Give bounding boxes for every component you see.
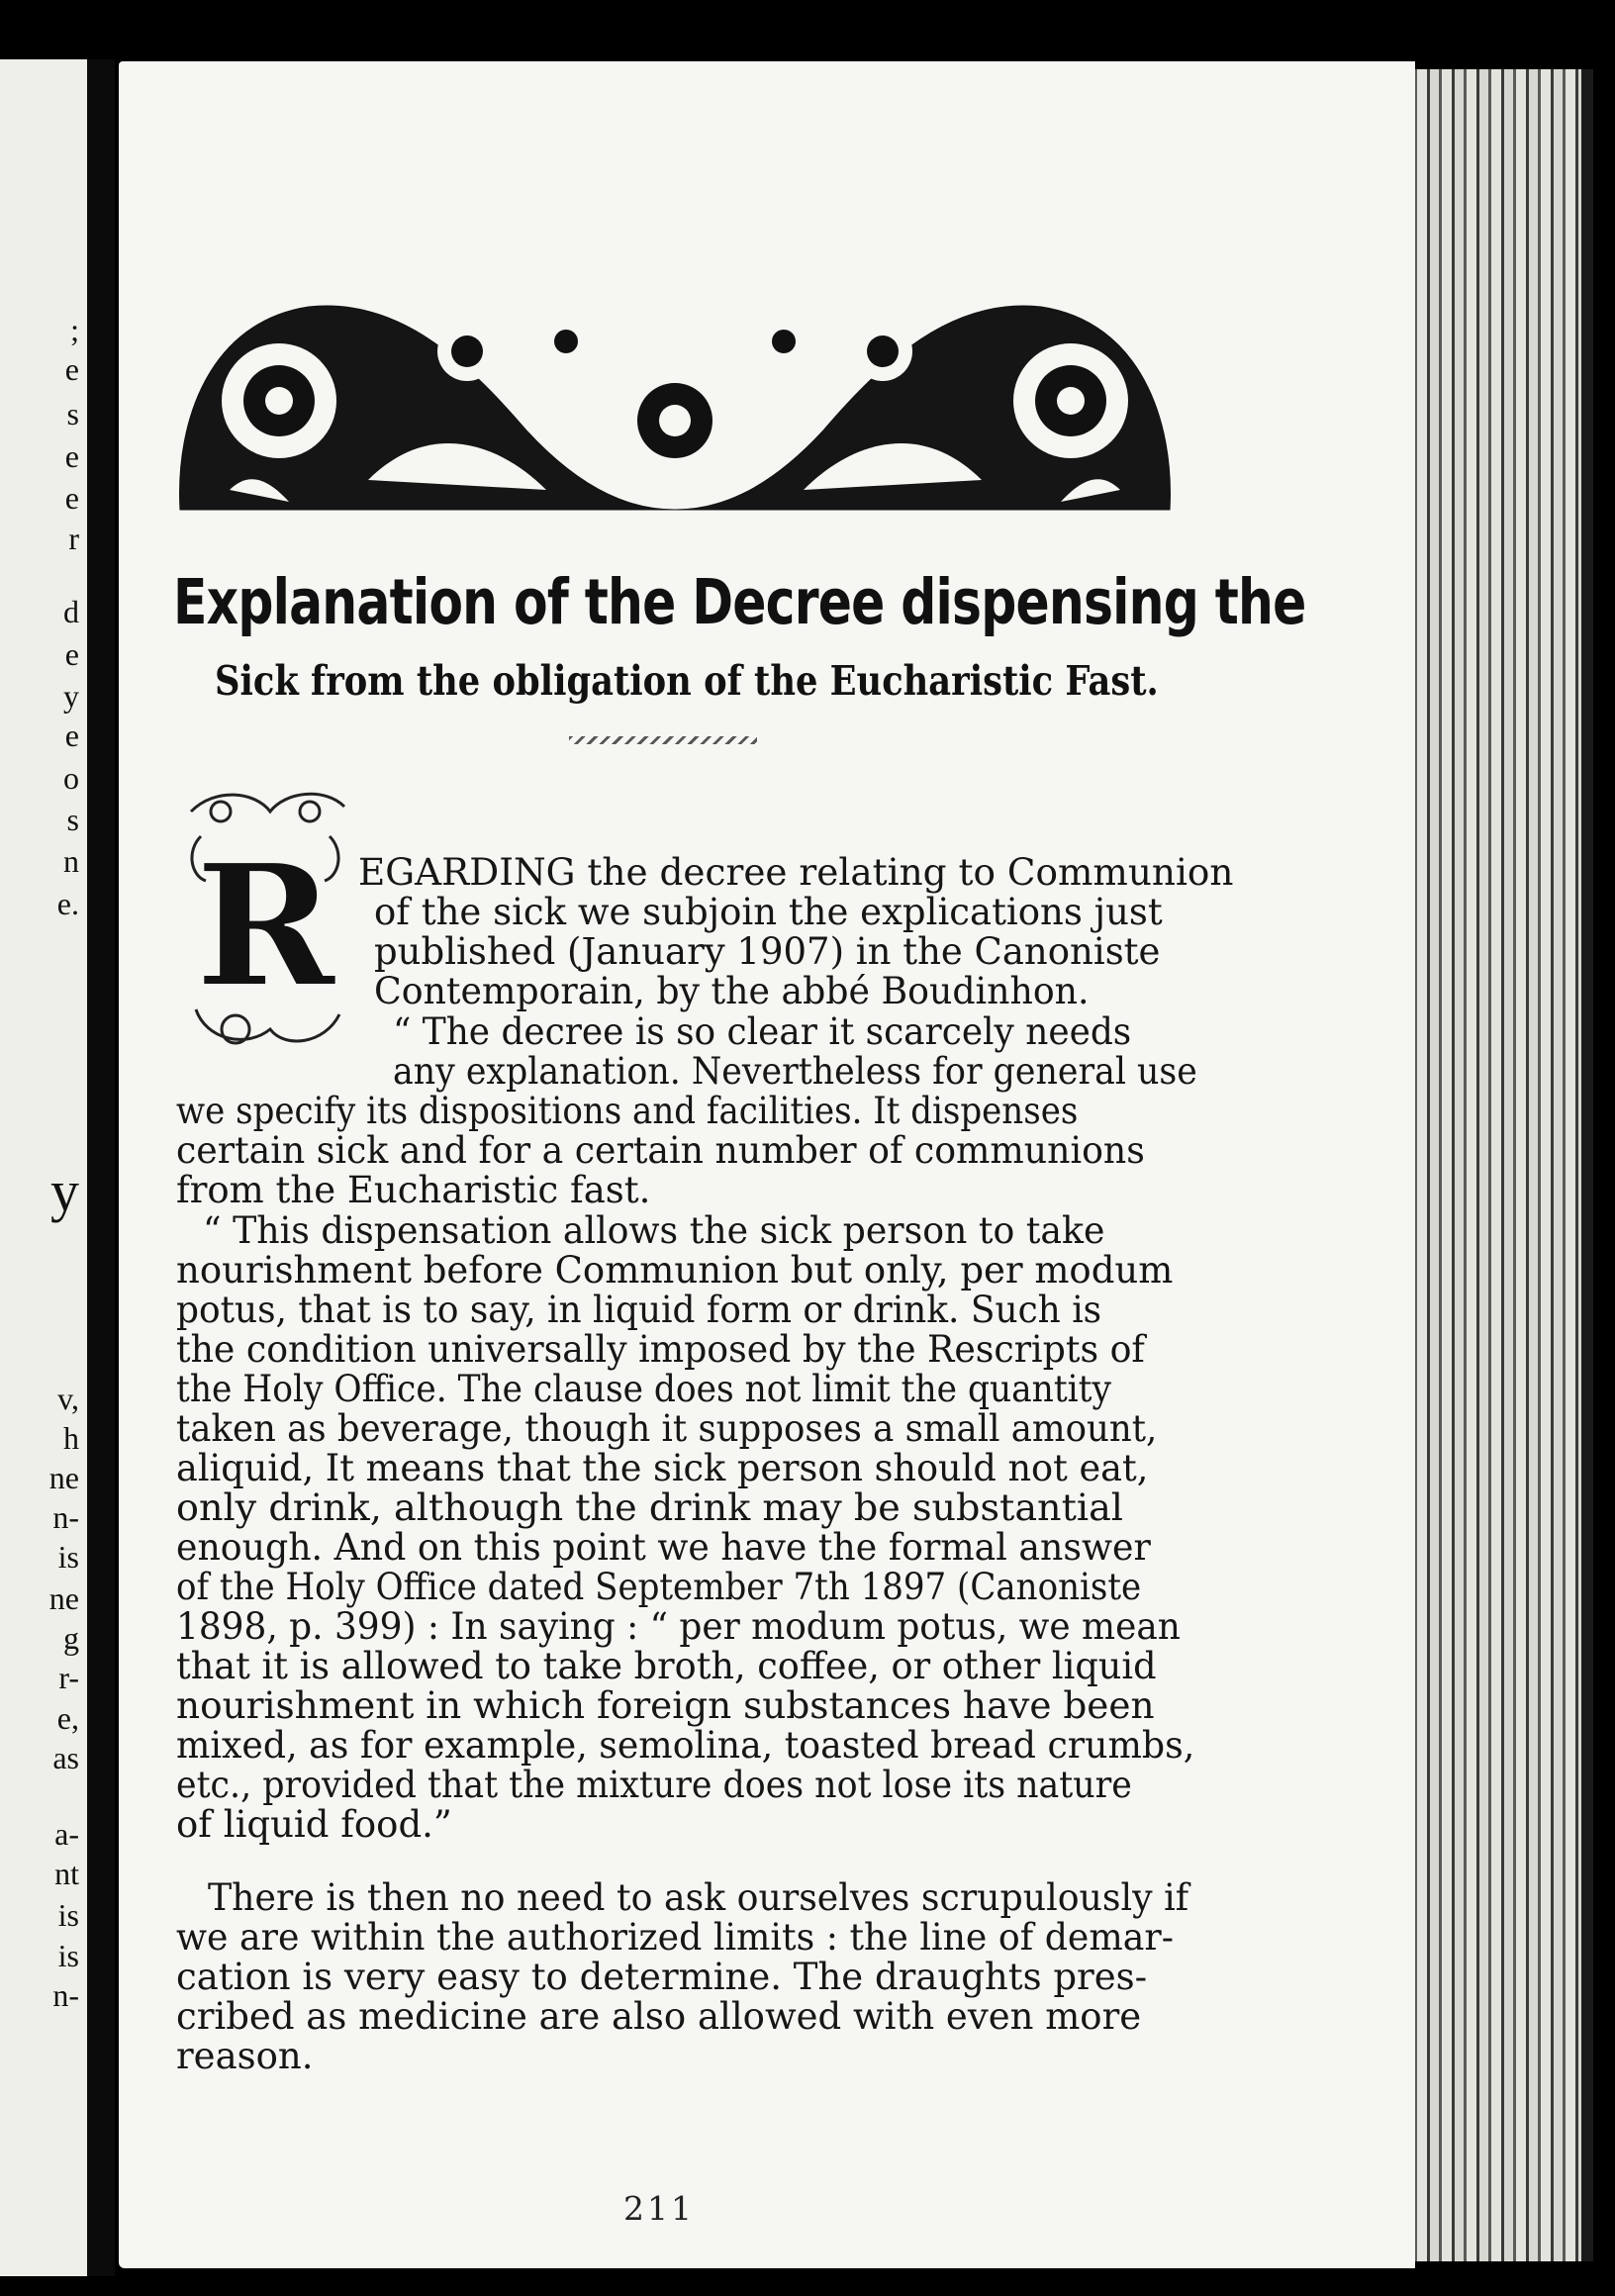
body-line: There is then no need to ask ourselves scrupulously if	[208, 1876, 1189, 1919]
body-line: nourishment in which foreign substances have been	[176, 1684, 1155, 1727]
body-line: cation is very easy to determine. The draughts pres-	[176, 1956, 1148, 1998]
left-page-fragment: h	[63, 1420, 79, 1456]
left-page-fragment: r-	[58, 1660, 79, 1695]
left-page-fragment: e	[64, 718, 79, 753]
body-line: published (January 1907) in the Canoniste	[374, 930, 1161, 973]
body-line: potus, that is to say, in liquid form or drink. Such is	[176, 1289, 1102, 1331]
body-line: of the Holy Office dated September 7th 1897 (Canoniste	[176, 1566, 1142, 1608]
left-page-fragment: e	[64, 351, 79, 387]
left-page-fragment: n-	[52, 1499, 79, 1535]
body-line: only drink, although the drink may be substantial	[176, 1486, 1123, 1529]
left-page-fragment: ne	[48, 1460, 79, 1495]
article-subtitle: Sick from the obligation of the Eucharistic Fast.	[215, 657, 1159, 705]
left-page-fragment: r	[68, 521, 79, 556]
left-page-fragment: is	[57, 1539, 79, 1575]
left-page-fragment: e	[64, 438, 79, 474]
left-page-fragment: a-	[54, 1816, 79, 1852]
body-line: the condition universally imposed by the Rescripts of	[176, 1328, 1145, 1371]
body-line: nourishment before Communion but only, per modum	[176, 1249, 1174, 1292]
floral-ornament-icon	[170, 282, 1180, 520]
left-page-fragment: n	[63, 843, 79, 879]
body-line: aliquid, It means that the sick person should not eat,	[176, 1447, 1149, 1489]
body-line: of liquid food.”	[176, 1803, 452, 1846]
body-line: taken as beverage, though it supposes a small amount,	[176, 1407, 1158, 1450]
left-page-fragment: g	[63, 1620, 79, 1656]
body-line: “ This dispensation allows the sick person to take	[203, 1209, 1105, 1252]
left-page-fragment: ;	[70, 312, 79, 347]
body-line: reason.	[176, 2035, 314, 2077]
body-line: certain sick and for a certain number of communions	[176, 1129, 1145, 1172]
body-line: any explanation. Nevertheless for general use	[393, 1050, 1197, 1093]
left-page-fragment: y	[63, 678, 79, 714]
left-page-fragment: is	[57, 1897, 79, 1933]
body-line: “ The decree is so clear it scarcely needs	[393, 1010, 1132, 1053]
body-line: cribed as medicine are also allowed with even more	[176, 1995, 1142, 2038]
body-line: EGARDING the decree relating to Communion	[358, 851, 1234, 894]
article-title: Explanation of the Decree dispensing the	[173, 566, 1306, 638]
drop-cap	[176, 782, 354, 1064]
body-line: from the Eucharistic fast.	[176, 1169, 651, 1211]
body-line: the Holy Office. The clause does not limit the quantity	[176, 1368, 1111, 1410]
left-page-fragment: s	[66, 396, 79, 431]
body-line: Contemporain, by the abbé Boudinhon.	[374, 970, 1090, 1012]
decorative-rule	[569, 736, 757, 744]
left-page-fragment: v,	[57, 1381, 79, 1416]
previous-page-edge	[0, 59, 115, 2276]
body-line: etc., provided that the mixture does not lose its nature	[176, 1764, 1132, 1806]
page-number: 211	[623, 2189, 695, 2228]
left-page-fragment: d	[63, 594, 79, 629]
left-page-fragment: ne	[48, 1580, 79, 1616]
left-page-fragment: e,	[56, 1700, 79, 1736]
left-page-fragment: y	[50, 1159, 79, 1223]
body-line: we are within the authorized limits : the line of demar-	[176, 1916, 1174, 1959]
left-page-fragment: as	[52, 1740, 79, 1775]
left-page-fragment: e	[64, 480, 79, 516]
left-page-fragment: nt	[54, 1856, 79, 1891]
left-page-fragment: is	[57, 1938, 79, 1973]
left-page-fragment: s	[66, 802, 79, 837]
body-line: of the sick we subjoin the explications just	[374, 891, 1163, 933]
book-page-edges	[1405, 69, 1593, 2261]
body-line: enough. And on this point we have the formal answer	[176, 1526, 1151, 1569]
left-page-fragment: e	[64, 636, 79, 672]
left-page-fragment: o	[63, 760, 79, 796]
body-line: that it is allowed to take broth, coffee, or other liquid	[176, 1645, 1157, 1687]
left-page-fragment: e.	[56, 886, 79, 921]
left-page-fragment: n-	[52, 1977, 79, 2013]
drop-cap-letter: R	[195, 827, 335, 1025]
body-line: mixed, as for example, semolina, toasted bread crumbs,	[176, 1724, 1195, 1767]
body-line: 1898, p. 399) : In saying : “ per modum potus, we mean	[176, 1605, 1181, 1648]
body-line: we specify its dispositions and facilities. It dispenses	[176, 1090, 1079, 1132]
